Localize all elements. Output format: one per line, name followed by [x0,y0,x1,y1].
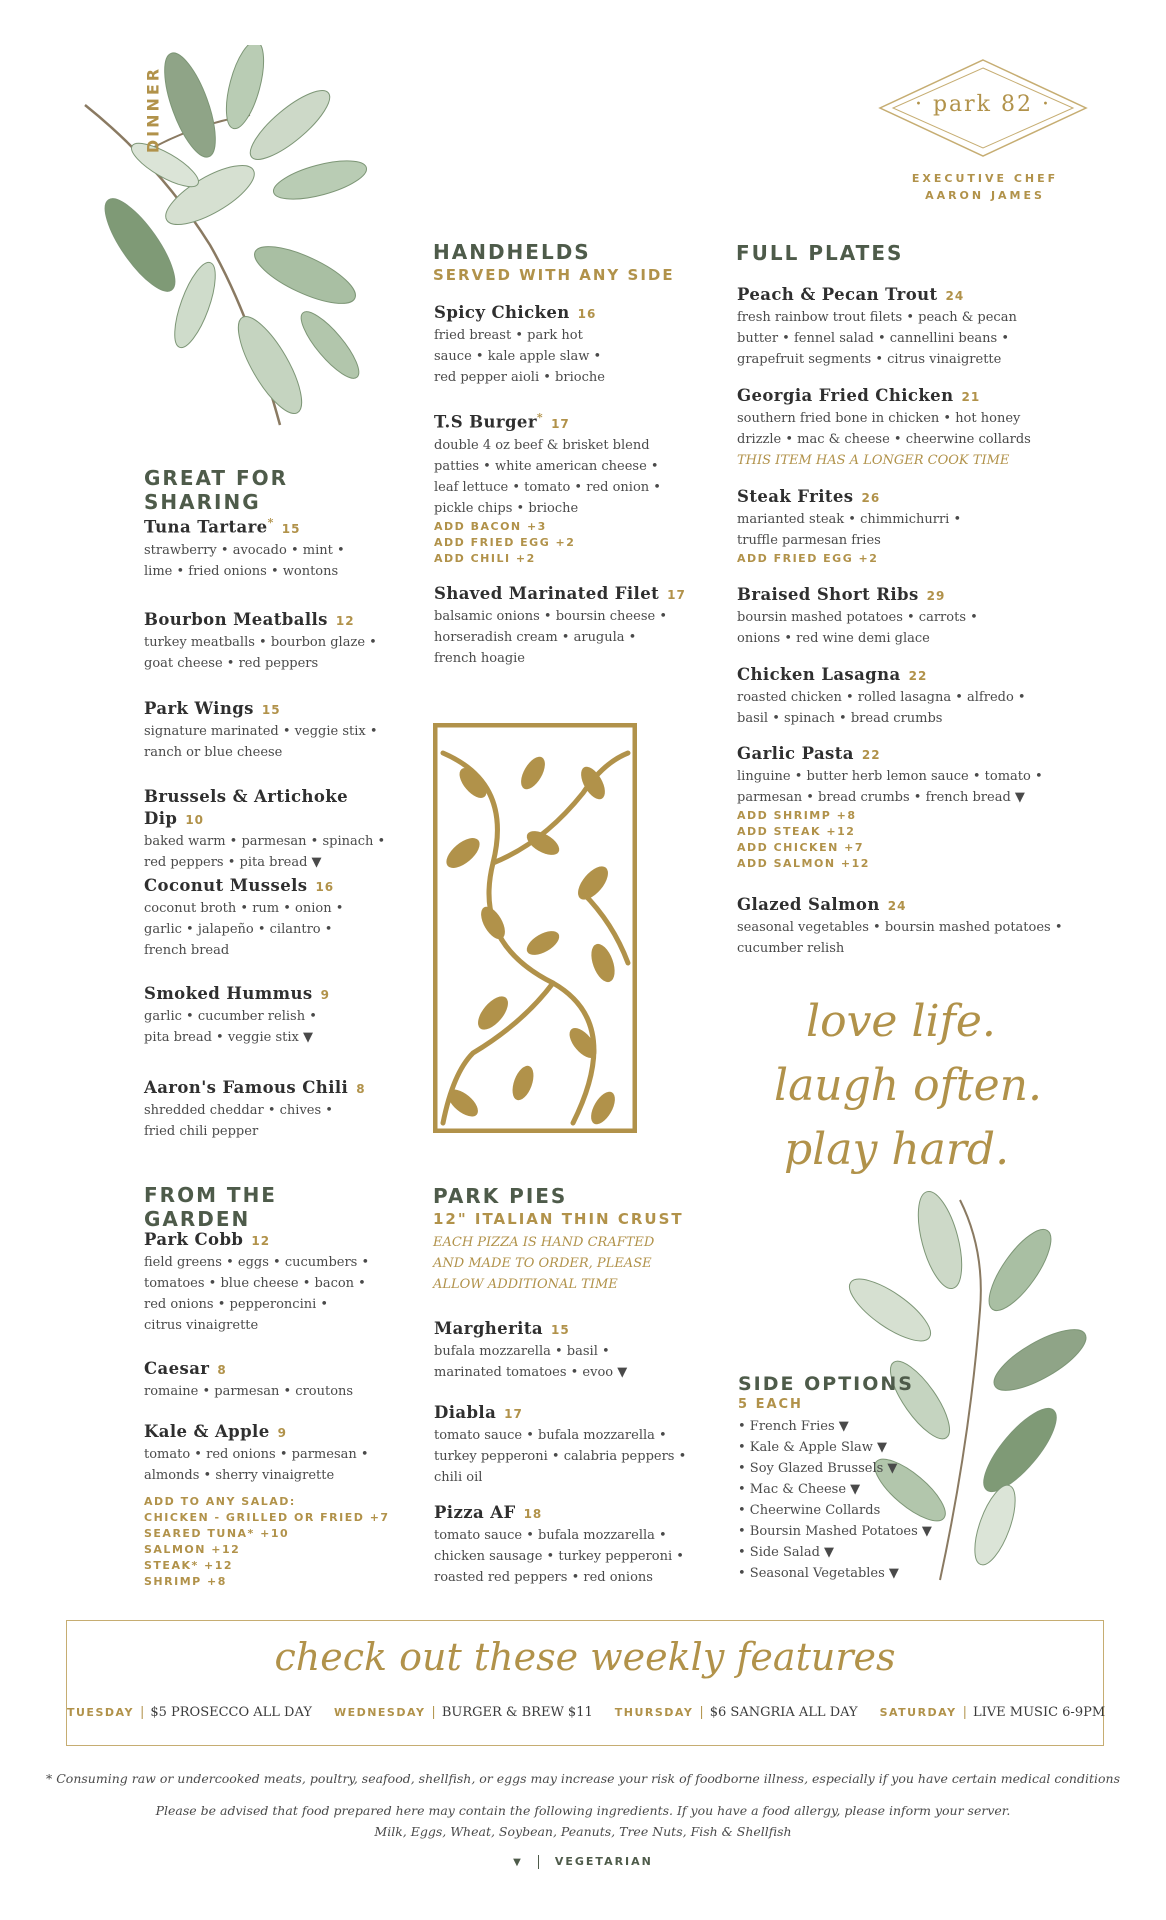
pies-note-line: EACH PIZZA IS HAND CRAFTED [433,1235,655,1250]
handhelds-subtitle: SERVED WITH ANY SIDE [433,266,675,284]
plate-item-name [737,743,1067,766]
garden-section [144,1183,384,1231]
garden-item-name [144,1421,394,1444]
handheld-item-title: Shaved Marinated Filet [434,584,660,603]
plate-item-desc: truffle parmesan fries [737,533,881,548]
handheld-item-price: 17 [667,588,686,602]
motto [760,990,1060,1182]
plate-item-addon: ADD STEAK +12 [737,825,856,838]
plate-item [737,284,1067,370]
chef-title: EXECUTIVE CHEF [911,172,1059,185]
side-option: • Boursin Mashed Potatoes ▼ [738,1524,932,1539]
plate-item-name [737,584,1067,607]
garden-item-desc: tomatoes • blue cheese • bacon • [144,1276,366,1291]
feature-separator: | [962,1705,967,1720]
handheld-item-title: Spicy Chicken [434,303,570,322]
sharing-item-desc: red peppers • pita bread ▼ [144,855,322,870]
feature-text: BURGER & BREW $11 [441,1705,593,1720]
handheld-item-price: 16 [577,307,597,321]
pie-item-name [434,1502,714,1525]
plate-item-name [737,894,1067,917]
plate-item-price: 26 [861,491,881,505]
feature-day: THURSDAY [614,1706,694,1719]
garden-title: FROM THE GARDEN [144,1183,277,1231]
handheld-item-name [434,583,704,606]
plate-item-title: Glazed Salmon [737,895,880,914]
plate-item-name [737,284,1067,307]
raw-warning-star: * [267,516,274,529]
plate-item-desc: linguine • butter herb lemon sauce • tomato • [737,769,1043,784]
plate-item-addon: ADD SALMON +12 [737,857,870,870]
pie-item-price: 18 [523,1507,543,1521]
features-row [67,1705,1106,1720]
sharing-item-price: 15 [261,703,281,717]
pie-item-desc: chicken sausage • turkey pepperoni • [434,1549,684,1564]
sharing-item-name [144,875,394,898]
side-items [738,1416,978,1584]
sharing-item-desc: turkey meatballs • bourbon glaze • [144,635,377,650]
handheld-item [434,302,704,388]
sharing-item-desc: strawberry • avocado • mint • [144,542,345,558]
handheld-item-desc: leaf lettuce • tomato • red onion • [434,479,661,495]
sharing-item [144,698,394,763]
handheld-item-desc: fried breast • park hot [434,328,583,343]
sharing-item-title: Park Wings [144,699,254,718]
handheld-item-name [434,302,704,325]
pies-note [433,1232,693,1295]
feature-separator: | [699,1705,704,1720]
plate-item-price: 21 [961,390,981,404]
plate-item-desc: parmesan • bread crumbs • french bread ▼ [737,790,1025,805]
logo-text: · park 82 · [914,92,1051,117]
side-option: • Cheerwine Collards [738,1503,881,1518]
garden-item-name [144,1358,394,1381]
handheld-item-desc: red pepper aioli • brioche [434,370,605,385]
sharing-item-desc: ranch or blue cheese [144,745,283,760]
pie-item-price: 15 [550,1323,570,1337]
sharing-item-title: Bourbon Meatballs [144,610,328,629]
sharing-item-title: Brussels & Artichoke Dip [144,787,349,828]
garden-item [144,1358,394,1402]
raw-warning-star: * [536,411,544,424]
handheld-item-desc: sauce • kale apple slaw • [434,349,602,364]
sharing-item-title: Tuna Tartare [144,517,268,537]
sharing-item-price: 10 [185,813,205,827]
pie-item-desc: bufala mozzarella • basil • [434,1344,610,1359]
side-option: • Kale & Apple Slaw ▼ [738,1440,888,1455]
garden-item-desc: field greens • eggs • cucumbers • [144,1255,370,1270]
plate-item [737,664,1067,729]
handheld-item-desc: french hoagie [434,651,525,666]
garden-addons [144,1494,390,1590]
sharing-item-price: 12 [335,614,355,628]
sharing-item-name [144,1077,394,1100]
sharing-item-desc: french bread [144,943,230,958]
side-option: • French Fries ▼ [738,1419,849,1434]
sharing-item-desc: fried chili pepper [144,1124,259,1139]
garden-item-title: Kale & Apple [144,1422,270,1441]
plate-item-addon: ADD CHICKEN +7 [737,841,864,854]
pie-item-desc: tomato sauce • bufala mozzarella • [434,1428,667,1443]
sharing-item [144,786,394,873]
plate-item [737,486,1067,567]
salad-addon: STEAK* +12 [144,1559,234,1572]
handheld-item-desc: patties • white american cheese • [434,458,659,474]
side-option: • Side Salad ▼ [738,1545,835,1560]
pie-item [434,1402,714,1488]
sharing-item [144,875,394,961]
handheld-item-desc: balsamic onions • boursin cheese • [434,609,667,624]
feature-separator: | [431,1705,436,1720]
sharing-item-desc: signature marinated • veggie stix • [144,724,378,739]
plate-item-name [737,385,1067,408]
leaf-illustration-top [80,45,380,455]
pie-item-desc: roasted red peppers • red onions [434,1570,653,1585]
pie-item-title: Diabla [434,1403,497,1422]
pie-item-title: Pizza AF [434,1503,516,1522]
plate-item-title: Steak Frites [737,487,854,506]
sharing-item-desc: baked warm • parmesan • spinach • [144,834,386,849]
plate-item [737,584,1067,649]
side-option: • Seasonal Vegetables ▼ [738,1566,899,1581]
plate-item-desc: marianted steak • chimmichurri • [737,512,962,527]
motto-line-3: play hard. [784,1124,1010,1175]
salad-addon: SEARED TUNA* +10 [144,1527,290,1540]
sides-subtitle: 5 EACH [738,1397,803,1412]
sharing-item-price: 15 [281,521,301,536]
handheld-item-desc: double 4 oz beef & brisket blend [434,437,650,453]
sharing-item-desc: coconut broth • rum • onion • [144,901,344,916]
features-title: check out these weekly features [274,1635,896,1679]
sides-title: SIDE OPTIONS [738,1373,914,1395]
pies-note-line: AND MADE TO ORDER, PLEASE [433,1256,652,1271]
garden-item-price: 9 [277,1426,287,1440]
plate-item-desc: southern fried bone in chicken • hot honey [737,411,1021,426]
feature-day: SATURDAY [879,1706,957,1719]
handheld-item [434,407,704,567]
garden-item-desc: citrus vinaigrette [144,1318,259,1333]
plate-item-desc: roasted chicken • rolled lasagna • alfredo • [737,690,1026,705]
sharing-item-name [144,512,394,540]
plate-item [737,743,1067,872]
pies-note-line: ALLOW ADDITIONAL TIME [433,1277,618,1292]
dinner-label: DINNER [143,65,163,154]
plate-item-title: Braised Short Ribs [737,585,919,604]
allergy-notice: Please be advised that food prepared here may contain the following ingredients. If you have a food allergy, please inform your server. [155,1803,1011,1818]
plate-item-title: Chicken Lasagna [737,665,901,684]
sharing-item-desc: lime • fried onions • wontons [144,563,339,579]
garden-item-desc: almonds • sherry vinaigrette [144,1468,335,1483]
vegetarian-legend [0,1855,1166,1869]
handheld-item-addon: ADD CHILI +2 [434,551,536,565]
plate-item [737,385,1067,471]
pie-item-name [434,1402,714,1425]
pie-item-desc: chili oil [434,1470,483,1485]
garden-item-name [144,1229,394,1252]
plate-item-desc: basil • spinach • bread crumbs [737,711,943,726]
sharing-item-desc: shredded cheddar • chives • [144,1103,333,1118]
sharing-item-desc: pita bread • veggie stix ▼ [144,1030,313,1045]
garden-item-title: Park Cobb [144,1230,244,1249]
sharing-item-name [144,786,394,831]
plate-item-desc: drizzle • mac & cheese • cheerwine collards [737,432,1031,447]
sharing-item-price: 16 [315,880,335,894]
pies-title: PARK PIES [433,1184,568,1208]
pie-item-title: Margherita [434,1319,543,1338]
garden-item-desc: tomato • red onions • parmesan • [144,1447,369,1462]
feature-text: $6 SANGRIA ALL DAY [709,1705,858,1720]
vegetarian-label: VEGETARIAN [554,1855,653,1868]
pie-item-name [434,1318,714,1341]
plate-item-desc: seasonal vegetables • boursin mashed potatoes • [737,920,1063,935]
vegetarian-icon: ▼ [513,1857,523,1868]
pie-item [434,1318,714,1383]
sharing-item-name [144,698,394,721]
plate-item-price: 22 [861,748,881,762]
sharing-item-title: Aaron's Famous Chili [144,1078,349,1097]
handhelds-section [433,240,693,284]
handheld-item-title: T.S Burger [434,412,537,432]
plate-item-addon: ADD FRIED EGG +2 [737,552,879,565]
feature-text: $5 PROSECCO ALL DAY [150,1705,312,1720]
plate-item-desc: grapefruit segments • citrus vinaigrette [737,352,1002,367]
garden-item-desc: romaine • parmesan • croutons [144,1384,354,1399]
plate-item-price: 24 [887,899,907,913]
pie-item-price: 17 [504,1407,523,1421]
plate-item-title: Peach & Pecan Trout [737,285,938,304]
sharing-title: GREAT FOR SHARING [144,466,289,514]
weekly-features-box [66,1620,1104,1746]
pies-subtitle: 12" ITALIAN THIN CRUST [433,1210,684,1228]
sharing-item-title: Smoked Hummus [144,984,313,1003]
feature-text: LIVE MUSIC 6-9PM [973,1705,1106,1720]
plate-item-desc: onions • red wine demi glace [737,631,930,646]
plate-item-addon: ADD SHRIMP +8 [737,809,857,822]
allergen-list: Milk, Eggs, Wheat, Soybean, Peanuts, Tree Nuts, Fish & Shellfish [374,1824,792,1839]
pie-item [434,1502,714,1588]
handhelds-title: HANDHELDS [433,240,591,264]
sharing-item-title: Coconut Mussels [144,876,308,895]
plate-item-price: 22 [908,669,928,683]
sharing-item-desc: garlic • jalapeño • cilantro • [144,922,333,937]
plate-item-desc: butter • fennel salad • cannellini beans • [737,331,1010,346]
handheld-item-desc: horseradish cream • arugula • [434,630,637,645]
motto-line-2: laugh often. [774,1060,1042,1111]
pie-item-desc: marinated tomatoes • evoo ▼ [434,1365,628,1380]
sharing-item [144,1077,394,1142]
sharing-item-desc: garlic • cucumber relish • [144,1009,317,1024]
sharing-item [144,512,394,582]
plate-item-desc: cucumber relish [737,941,845,956]
sharing-item-price: 8 [356,1082,366,1096]
sharing-item-name [144,609,394,632]
handheld-item-addon: ADD FRIED EGG +2 [434,535,576,549]
plate-item-name [737,486,1067,509]
sharing-item [144,609,394,674]
garden-item-price: 12 [251,1234,271,1248]
sharing-section [144,466,384,514]
plate-item-price: 24 [945,289,965,303]
salad-addon: ADD TO ANY SALAD: [144,1495,296,1508]
plate-item-note: THIS ITEM HAS A LONGER COOK TIME [737,453,1010,468]
plates-section [736,241,1056,265]
plates-title: FULL PLATES [736,241,904,265]
plate-item-title: Georgia Fried Chicken [737,386,954,405]
sharing-item-price: 9 [320,988,330,1002]
garden-item [144,1421,394,1486]
plate-item-title: Garlic Pasta [737,744,854,763]
chef-name: AARON JAMES [925,189,1045,202]
side-option: • Soy Glazed Brussels ▼ [738,1461,898,1476]
plate-item [737,894,1067,959]
side-option: • Mac & Cheese ▼ [738,1482,861,1497]
feature-day: TUESDAY [67,1706,134,1719]
sharing-item-desc: goat cheese • red peppers [144,656,319,671]
salad-addon: CHICKEN - GRILLED OR FRIED +7 [144,1511,390,1524]
handheld-item-desc: pickle chips • brioche [434,500,579,516]
motto-line-1: love life. [806,996,996,1047]
handheld-item-price: 17 [551,416,570,431]
pies-section [433,1184,693,1295]
salad-addon: SHRIMP +8 [144,1575,227,1588]
garden-item-desc: red onions • pepperoncini • [144,1297,329,1312]
plate-item-desc: boursin mashed potatoes • carrots • [737,610,978,625]
handheld-item-name [434,407,704,435]
plate-item-desc: fresh rainbow trout filets • peach & pecan [737,310,1017,325]
garden-item [144,1229,394,1336]
garden-item-price: 8 [217,1363,227,1377]
feature-day: WEDNESDAY [333,1706,426,1719]
sharing-item-name [144,983,394,1006]
sides-section [738,1373,978,1584]
handheld-item-addon: ADD BACON +3 [434,519,547,533]
vine-panel-icon [433,723,637,1133]
plate-item-price: 29 [926,589,946,603]
consuming-warning: * Consuming raw or undercooked meats, poultry, seafood, shellfish, or eggs may increase your risk of foodborne illness, especially if you have certain medical conditions [46,1771,1120,1786]
pie-item-desc: tomato sauce • bufala mozzarella • [434,1528,667,1543]
salad-addon: SALMON +12 [144,1543,241,1556]
handheld-item [434,583,704,669]
plate-item-name [737,664,1067,687]
feature-separator: | [139,1705,145,1720]
garden-item-title: Caesar [144,1359,210,1378]
pie-item-desc: turkey pepperoni • calabria peppers • [434,1449,687,1464]
sharing-item [144,983,394,1048]
